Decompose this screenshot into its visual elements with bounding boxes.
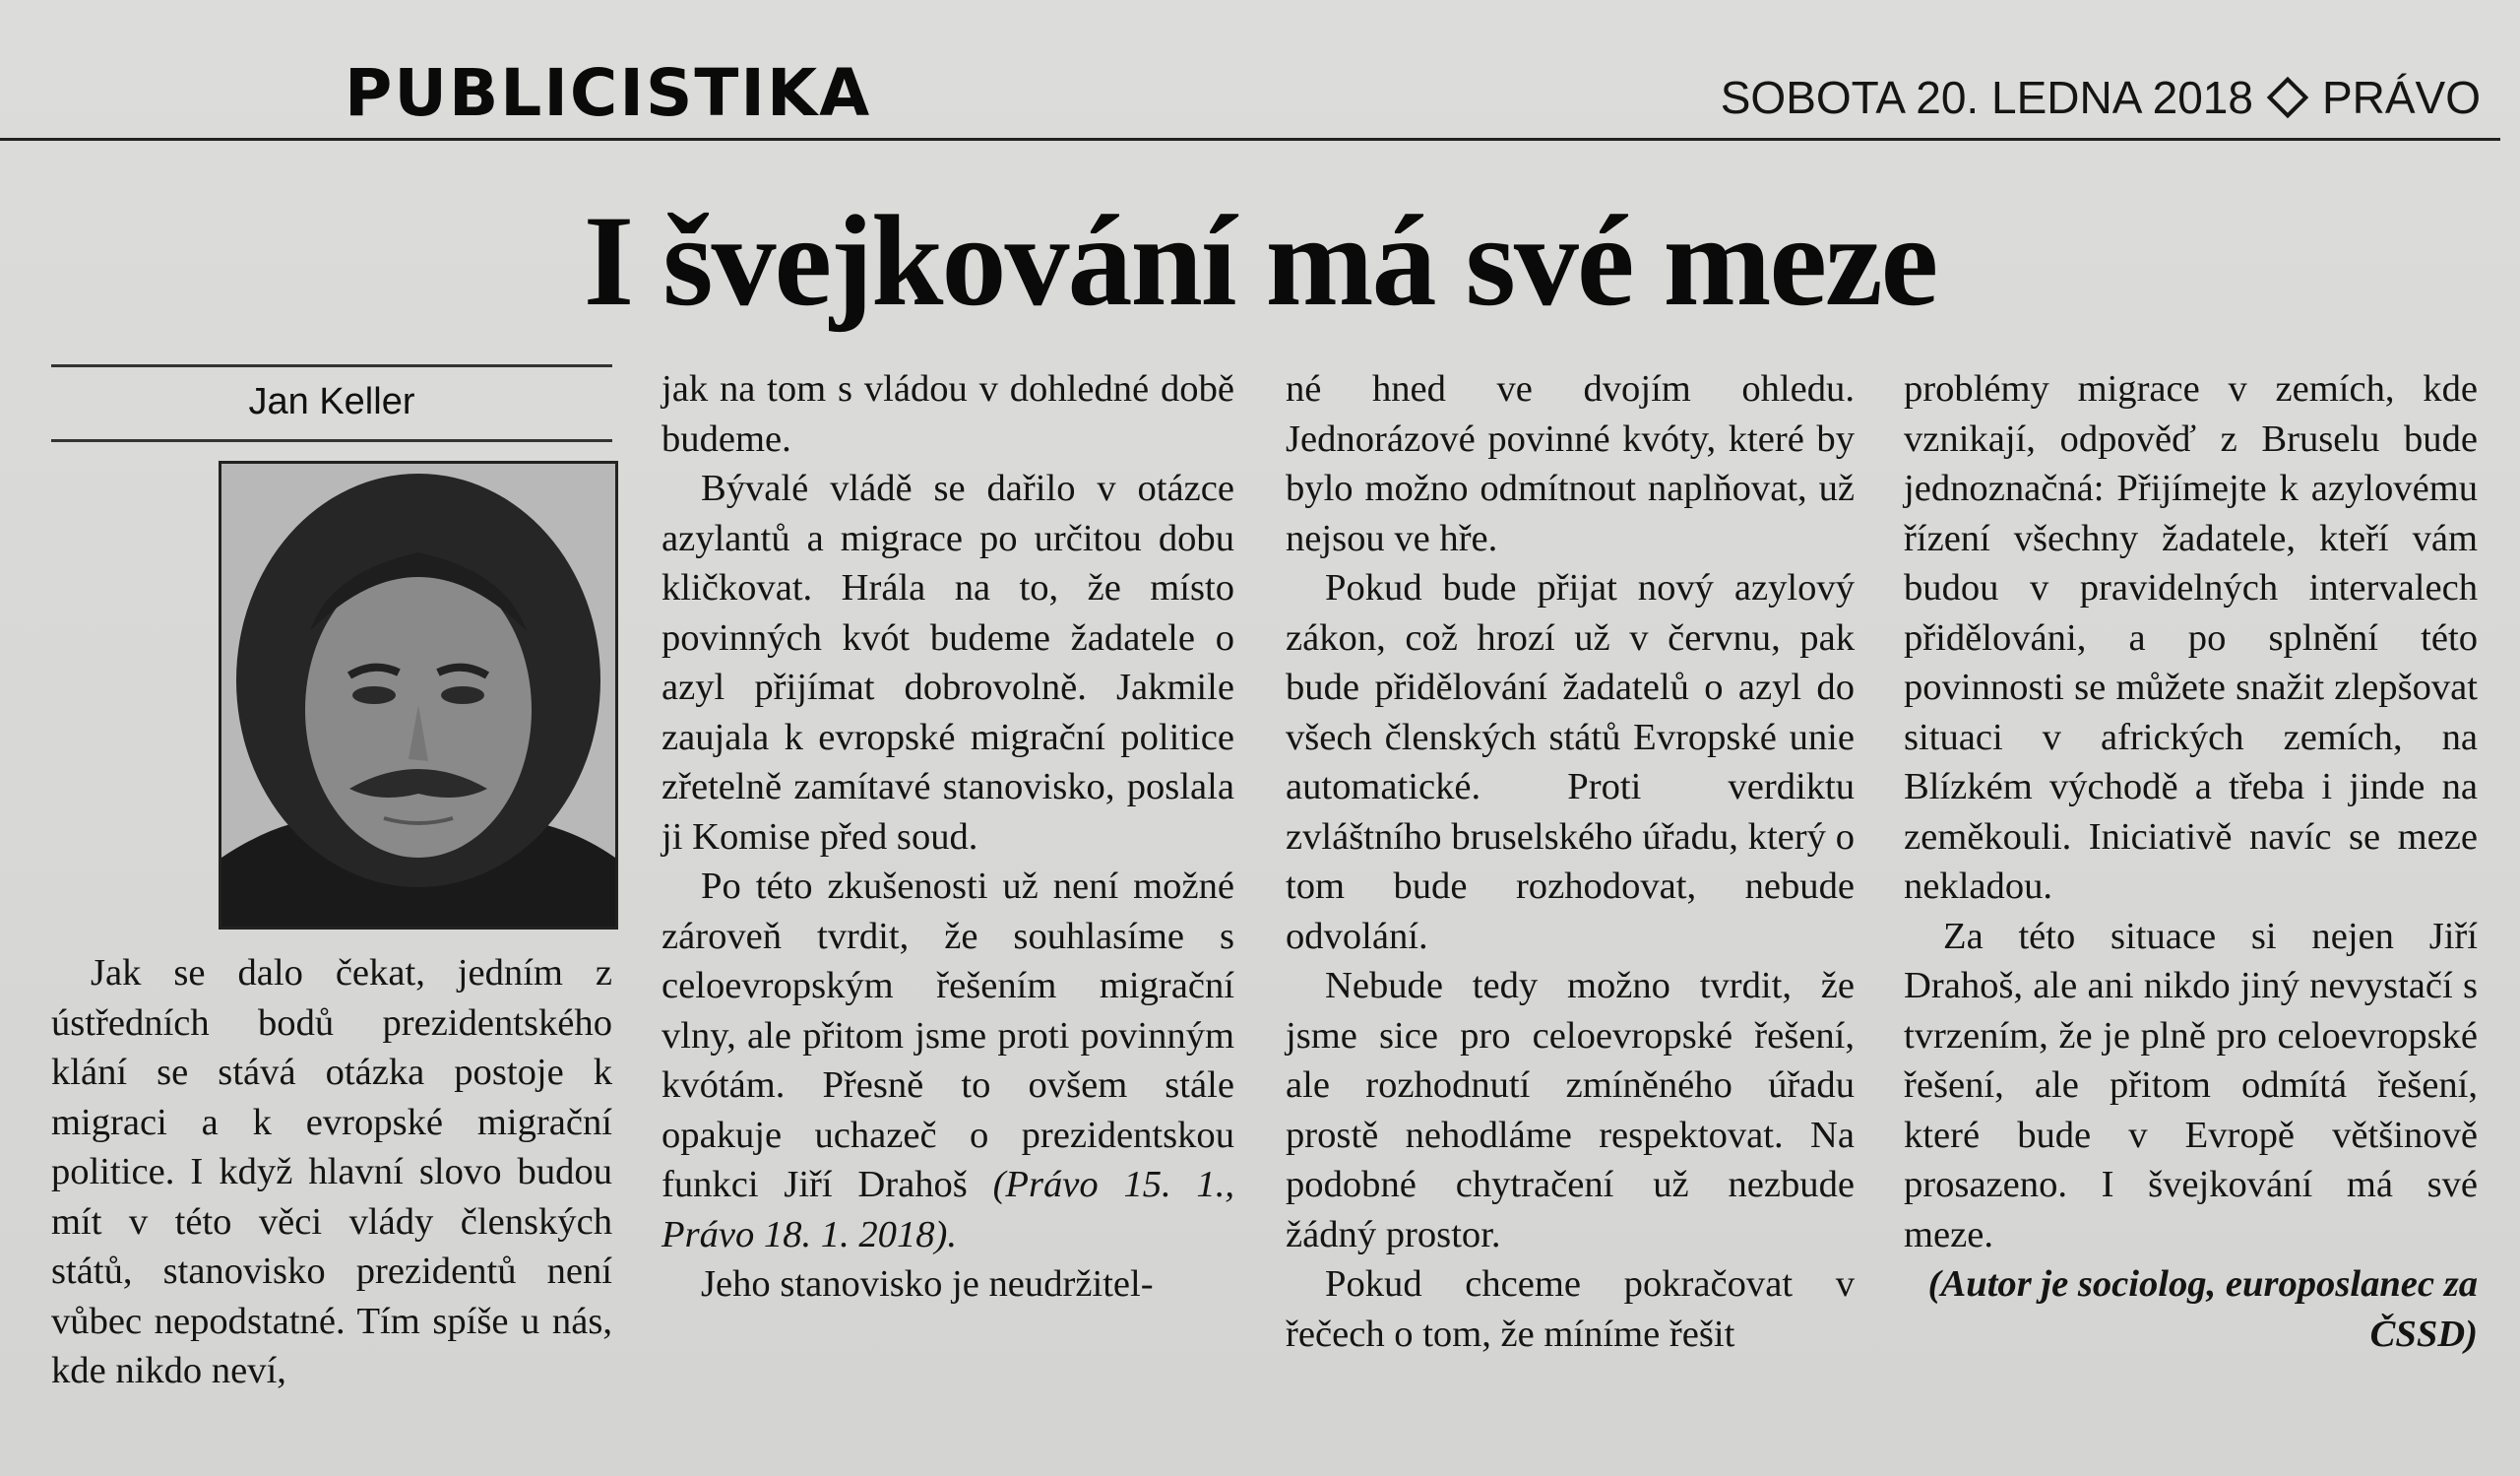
author-signature: (Autor je sociolog, europoslanec za ČSSD) [1927, 1263, 2478, 1355]
paragraph: Nebude tedy možno tvrdit, že jsme sice pro celoevropské řešení, ale rozhodnutí zmíněného úřadu prostě nehodláme respektovat. Na podobné chytračení už nezbude žádný prostor. [1286, 965, 1855, 1255]
header-rule [0, 138, 2500, 141]
paragraph: Pokud bude přijat nový azylový zákon, což hrozí už v červnu, pak bude přidělování žadatelů o azyl do všech členských států Evropské unie automatické. Proti verdiktu zvláštního bruselského úřadu, který o tom bude rozhodovat, nebude odvolání. [1286, 567, 1855, 957]
issue-info [1721, 71, 2481, 124]
author-photo [219, 461, 618, 930]
author-block [51, 364, 612, 442]
paragraph: né hned ve dvojím ohledu. Jednorázové povinné kvóty, které by bylo možno odmítnout naplňovat, už nejsou ve hře. [1286, 368, 1855, 559]
article-column-1 [51, 948, 612, 1396]
paragraph [662, 862, 1234, 1259]
paragraph: Jak se dalo čekat, jedním z ústředních bodů prezidentského klání se stává otázka postoje k migraci a k evropské migrační politice. I když hlavní slovo budou mít v této věci vlády členských států, stanovisko prezidentů není vůbec nepodstatné. Tím spíše u nás, kde nikdo neví, [51, 952, 612, 1391]
article-column-4 [1904, 364, 2478, 1359]
author-portrait-image [221, 464, 615, 927]
paragraph: Pokud chceme pokračovat v řečech o tom, že míníme řešit [1286, 1263, 1855, 1355]
paragraph: Jeho stanovisko je neudržitel- [701, 1263, 1154, 1305]
paragraph: problémy migrace v zemích, kde vznikají, odpověď z Bruselu bude jednoznačná: Přijímejte k azylovému řízení všechny žadatele, kteří vám budou v pravidelných intervalech přidělováni, a po splnění této povinnosti se můžete snažit zlepšovat situaci v afrických zemích, na Blízkém východě a třeba i jinde na zeměkouli. Iniciativě navíc se meze nekladou. [1904, 368, 2478, 907]
paragraph-text: Po této zkušenosti už není možné zároveň tvrdit, že souhlasíme s celoevropským řešením migrační vlny, ale přitom jsme proti povinným kvótám. Přesně to ovšem stále opakuje uchazeč o prezidentskou funkci Jiří Drahoš [662, 866, 1234, 1205]
author-rule-bottom [51, 439, 612, 442]
author-name: Jan Keller [248, 381, 415, 422]
article-headline: I švejkování má své meze [583, 188, 1937, 333]
paragraph: jak na tom s vládou v dohledné době budeme. [662, 368, 1234, 460]
section-label: PUBLICISTIKA [345, 55, 872, 131]
paragraph: Bývalé vládě se dařilo v otázce azylantů a migrace po určitou dobu kličkovat. Hrála na to, že místo povinných kvót budeme žadatele o azyl přijímat dobrovolně. Jakmile zaujala k evropské migrační politice zřetelně zamítavé stanovisko, poslala ji Komise před soud. [662, 468, 1234, 858]
issue-date: SOBOTA 20. LEDNA 2018 [1720, 72, 2253, 123]
diamond-icon [2267, 77, 2308, 118]
citation: (Právo 15. 1., Právo 18. 1. 2018). [662, 1164, 1235, 1255]
newspaper-name: PRÁVO [2321, 72, 2481, 123]
article-column-2 [662, 364, 1234, 1310]
article-column-3 [1286, 364, 1855, 1359]
paragraph: Za této situace si nejen Jiří Drahoš, ale ani nikdo jiný nevystačí s tvrzením, že je plně pro celoevropské řešení, ale přitom odmítá řešení, které bude v Evropě většinově prosazeno. I švejkování má své meze. [1904, 915, 2478, 1255]
